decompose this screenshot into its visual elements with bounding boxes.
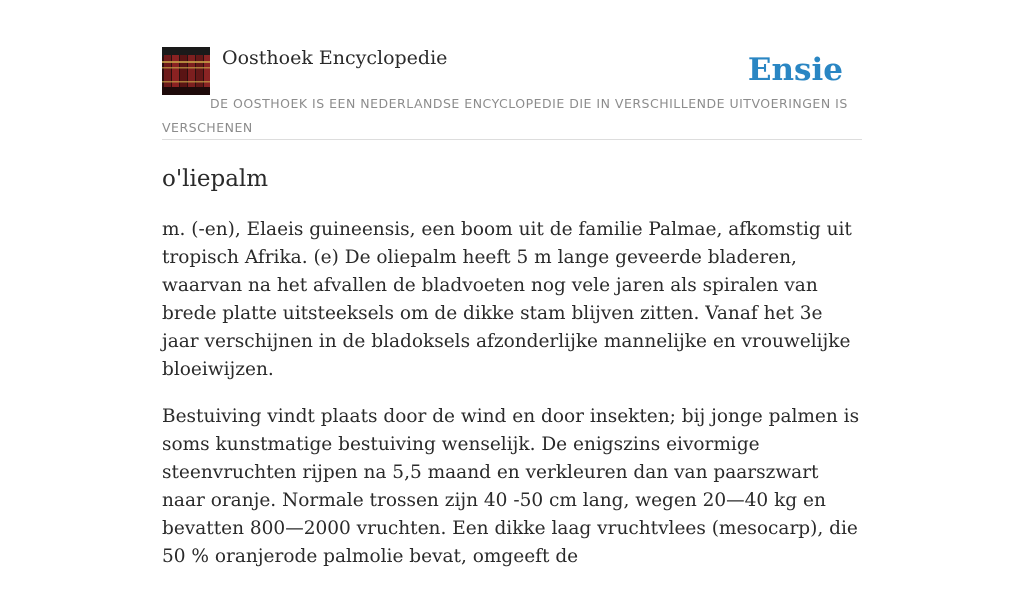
brand-logo[interactable]: Ensie: [747, 52, 843, 88]
source-tagline: DE OOSTHOEK IS EEN NEDERLANDSE ENCYCLOPEDIE DIE IN VERSCHILLENDE UITVOERINGEN IS VERSCHENEN: [162, 96, 848, 135]
page-header: [162, 46, 862, 140]
entry-paragraph: Bestuiving vindt plaats door de wind en door insekten; bij jonge palmen is soms kunstmatige bestuiving wenselijk. De enigszins eivormige steenvruchten rijpen na 5,5 maand en verkleuren dan van paarszwart naar oranje. Normale trossen zijn 40 -50 cm lang, wegen 20—40 kg en bevatten 800—2000 vruchten. Een dikke laag vruchtvlees (mesocarp), die 50 % oranjerode palmolie bevat, omgeeft de: [162, 406, 860, 567]
entry-title: o'liepalm: [162, 166, 269, 192]
entry-paragraph: m. (-en), Elaeis guineensis, een boom uit de familie Palmae, afkomstig uit tropisch Afrika. (e) De oliepalm heeft 5 m lange geveerde bladeren, waarvan na het afvallen de bladvoeten nog vele jaren als spiralen van brede platte uitsteeksels om de dikke stam blijven zitten. Vanaf het 3e jaar verschijnen in de bladoksels afzonderlijke mannelijke en vrouwelijke bloeiwijzen.: [162, 219, 852, 380]
source-title[interactable]: Oosthoek Encyclopedie: [222, 47, 448, 69]
header-divider: [162, 139, 862, 140]
entry-content: [162, 216, 862, 590]
encyclopedia-books-icon[interactable]: [162, 47, 210, 95]
